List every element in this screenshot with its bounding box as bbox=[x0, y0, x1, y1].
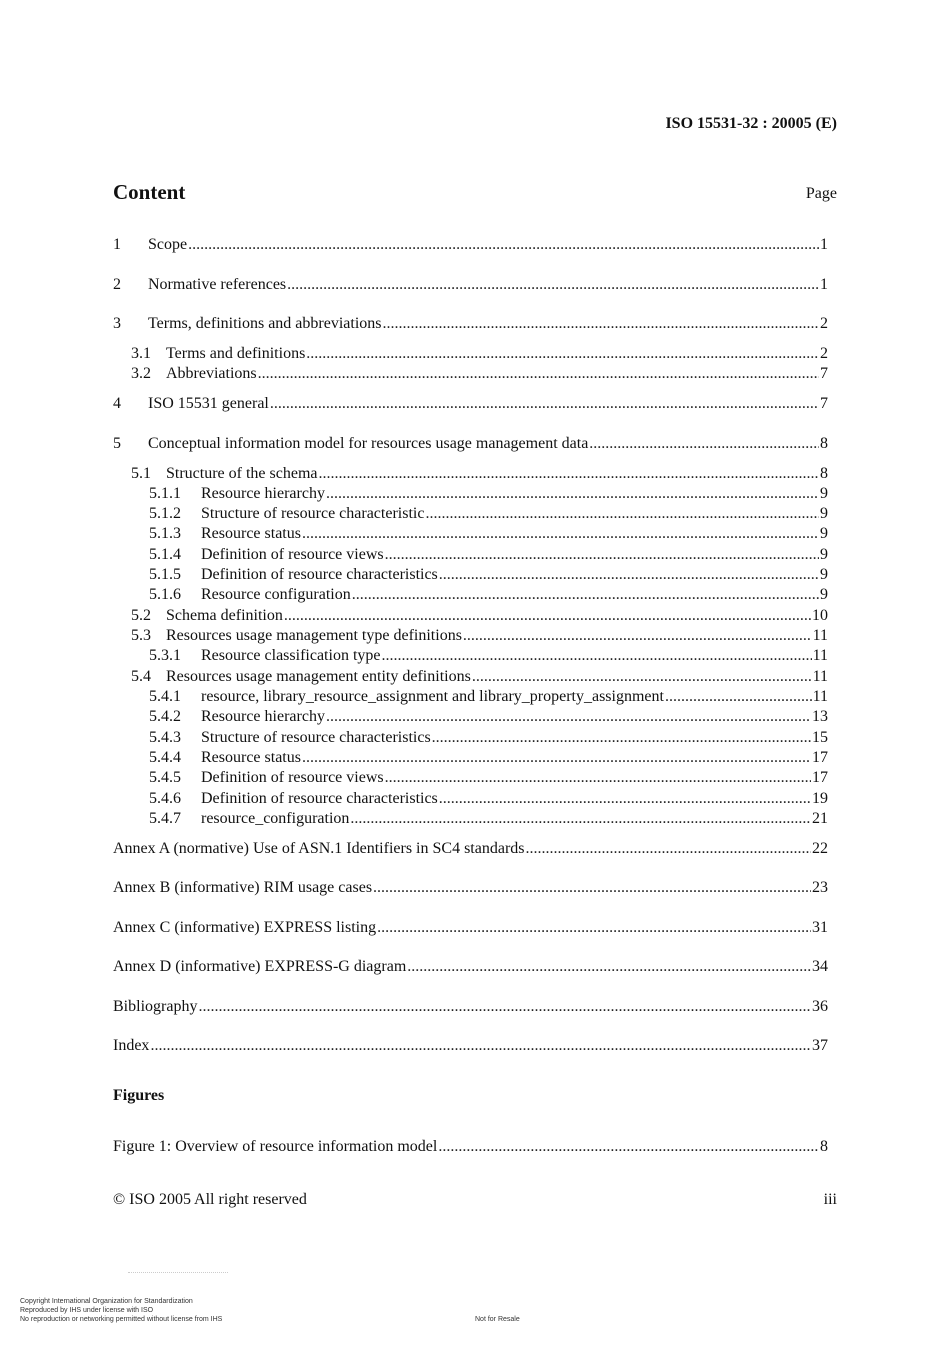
toc-entry[interactable] bbox=[149, 646, 828, 666]
toc-entry[interactable] bbox=[131, 606, 828, 626]
toc-entry[interactable] bbox=[113, 235, 828, 255]
dot-leader bbox=[439, 565, 819, 585]
toc-entry-page: 19 bbox=[812, 790, 828, 807]
toc-entry-number: 5.2 bbox=[131, 607, 151, 624]
toc-entry-title: Structure of resource characteristic bbox=[201, 505, 425, 522]
dot-leader bbox=[377, 918, 811, 938]
toc-entry-title: Schema definition bbox=[166, 607, 283, 624]
toc-entry-number: 5.4.3 bbox=[149, 729, 181, 746]
toc-entry[interactable] bbox=[149, 728, 828, 748]
toc-entry-page: 2 bbox=[820, 345, 828, 362]
toc-entry-title: Definition of resource characteristics bbox=[201, 566, 438, 583]
toc-entry-number: 3.1 bbox=[131, 345, 151, 362]
toc-entry-page: 11 bbox=[812, 627, 828, 644]
toc-entry[interactable] bbox=[149, 504, 828, 524]
toc-entry-number: 5.1.5 bbox=[149, 566, 181, 583]
dot-leader bbox=[425, 504, 819, 524]
toc-entry[interactable] bbox=[113, 878, 828, 898]
faint-divider bbox=[128, 1272, 228, 1275]
toc-entry-number: 2 bbox=[113, 276, 121, 293]
toc-entry-page: 1 bbox=[820, 276, 828, 293]
toc-entry-number: 5.4.2 bbox=[149, 708, 181, 725]
toc-entry-number: 5 bbox=[113, 435, 121, 452]
dot-leader bbox=[326, 484, 819, 504]
toc-entry[interactable] bbox=[113, 314, 828, 334]
dot-leader bbox=[432, 728, 811, 748]
toc-entry-number: 5.1 bbox=[131, 465, 151, 482]
dot-leader bbox=[287, 275, 819, 295]
toc-entry-title: Resource configuration bbox=[201, 586, 351, 603]
figure-entry-page: 8 bbox=[820, 1138, 828, 1155]
toc-entry-title: Resources usage management entity definitions bbox=[166, 668, 471, 685]
page-column-label: Page bbox=[805, 185, 837, 202]
dot-leader bbox=[302, 748, 811, 768]
toc-entry-page: 13 bbox=[812, 708, 828, 725]
toc-entry-title: Definition of resource characteristics bbox=[201, 790, 438, 807]
toc-entry-page: 34 bbox=[812, 958, 828, 975]
dot-leader bbox=[373, 878, 811, 898]
toc-entry-title: Annex B (informative) RIM usage cases bbox=[113, 879, 373, 896]
toc-entry-page: 9 bbox=[820, 546, 828, 563]
dot-leader bbox=[258, 364, 819, 384]
toc-entry-page: 21 bbox=[812, 810, 828, 827]
toc-entry-title: Terms, definitions and abbreviations bbox=[148, 315, 382, 332]
toc-entry-title: resource, library_resource_assignment and library_property_assignment bbox=[201, 688, 664, 705]
toc-entry[interactable] bbox=[149, 707, 828, 727]
toc-entry-number: 5.3.1 bbox=[149, 647, 181, 664]
toc-entry-title: ISO 15531 general bbox=[148, 395, 269, 412]
toc-entry-number: 5.1.2 bbox=[149, 505, 181, 522]
toc-entry-number: 3 bbox=[113, 315, 121, 332]
toc-entry-number: 5.1.1 bbox=[149, 485, 181, 502]
toc-entry-title: resource_configuration bbox=[201, 810, 350, 827]
toc-entry-number: 5.1.4 bbox=[149, 546, 181, 563]
toc-entry[interactable] bbox=[149, 484, 828, 504]
toc-entry-page: 37 bbox=[812, 1037, 828, 1054]
toc-entry-page: 2 bbox=[820, 315, 828, 332]
toc-entry[interactable] bbox=[113, 957, 828, 977]
toc-entry-page: 31 bbox=[812, 919, 828, 936]
dot-leader bbox=[352, 585, 819, 605]
dot-leader bbox=[383, 314, 820, 334]
toc-entry[interactable] bbox=[149, 768, 828, 788]
toc-entry-page: 11 bbox=[812, 688, 828, 705]
dot-leader bbox=[439, 789, 811, 809]
toc-entry-number: 5.4.1 bbox=[149, 688, 181, 705]
toc-entry[interactable] bbox=[149, 748, 828, 768]
toc-entry-page: 9 bbox=[820, 485, 828, 502]
license-line: Copyright International Organization for Standardization bbox=[20, 1298, 193, 1305]
toc-entry-title: Resource status bbox=[201, 525, 301, 542]
toc-entry-title: Resource status bbox=[201, 749, 301, 766]
dot-leader bbox=[526, 839, 812, 859]
toc-entry[interactable] bbox=[113, 997, 828, 1017]
toc-entry-title: Resource classification type bbox=[201, 647, 381, 664]
toc-entry-page: 23 bbox=[812, 879, 828, 896]
toc-entry-page: 17 bbox=[812, 749, 828, 766]
figure-entry[interactable] bbox=[113, 1137, 828, 1157]
document-id-header: ISO 15531-32 : 20005 (E) bbox=[665, 115, 837, 132]
dot-leader bbox=[150, 1036, 811, 1056]
toc-entry-number: 5.4.5 bbox=[149, 769, 181, 786]
license-line: No reproduction or networking permitted without license from IHS bbox=[20, 1316, 223, 1323]
toc-entry[interactable] bbox=[149, 585, 828, 605]
toc-entry-page: 9 bbox=[820, 505, 828, 522]
dot-leader bbox=[385, 545, 819, 565]
toc-entry[interactable] bbox=[131, 626, 828, 646]
dot-leader bbox=[472, 667, 812, 687]
figures-heading: Figures bbox=[113, 1087, 165, 1104]
toc-entry[interactable] bbox=[131, 667, 828, 687]
dot-leader bbox=[407, 957, 811, 977]
dot-leader bbox=[302, 524, 819, 544]
dot-leader bbox=[306, 344, 819, 364]
toc-entry-title: Conceptual information model for resources usage management data bbox=[148, 435, 589, 452]
toc-entry-number: 3.2 bbox=[131, 365, 151, 382]
dot-leader bbox=[198, 997, 811, 1017]
toc-entry-title: Resources usage management type definitions bbox=[166, 627, 462, 644]
toc-entry-page: 15 bbox=[812, 729, 828, 746]
toc-entry-number: 5.1.6 bbox=[149, 586, 181, 603]
dot-leader bbox=[665, 687, 812, 707]
toc-entry-page: 17 bbox=[812, 769, 828, 786]
dot-leader bbox=[270, 394, 819, 414]
dot-leader bbox=[438, 1137, 819, 1157]
toc-entry-title: Definition of resource views bbox=[201, 769, 384, 786]
toc-entry-page: 11 bbox=[812, 647, 828, 664]
toc-entry-title: Scope bbox=[148, 236, 188, 253]
toc-entry[interactable] bbox=[113, 275, 828, 295]
toc-entry-page: 8 bbox=[820, 465, 828, 482]
toc-entry-page: 9 bbox=[820, 586, 828, 603]
dot-leader bbox=[385, 768, 811, 788]
toc-entry-title: Bibliography bbox=[113, 998, 198, 1015]
toc-entry[interactable] bbox=[149, 545, 828, 565]
toc-entry-title: Normative references bbox=[148, 276, 287, 293]
dot-leader bbox=[589, 434, 819, 454]
license-notice bbox=[20, 1297, 222, 1324]
toc-entry[interactable] bbox=[113, 839, 828, 859]
toc-entry-number: 5.1.3 bbox=[149, 525, 181, 542]
dot-leader bbox=[463, 626, 812, 646]
toc-entry-number: 5.4.7 bbox=[149, 810, 181, 827]
dot-leader bbox=[319, 464, 820, 484]
toc-entry-number: 5.3 bbox=[131, 627, 151, 644]
toc-entry[interactable] bbox=[113, 918, 828, 938]
toc-entry[interactable] bbox=[149, 565, 828, 585]
toc-entry-number: 1 bbox=[113, 236, 121, 253]
license-line: Reproduced by IHS under license with ISO bbox=[20, 1307, 154, 1314]
resale-notice: Not for Resale bbox=[475, 1316, 520, 1323]
toc-entry-title: Terms and definitions bbox=[166, 345, 306, 362]
toc-entry-title: Resource hierarchy bbox=[201, 708, 325, 725]
page-number: iii bbox=[823, 1191, 837, 1208]
toc-entry-page: 7 bbox=[820, 395, 828, 412]
toc-title: Content bbox=[113, 180, 186, 204]
toc-entry-title: Definition of resource views bbox=[201, 546, 384, 563]
toc-entry-page: 1 bbox=[820, 236, 828, 253]
toc-entry-title: Structure of resource characteristics bbox=[201, 729, 431, 746]
toc-entry[interactable] bbox=[149, 524, 828, 544]
toc-entry-title: Annex A (normative) Use of ASN.1 Identifiers in SC4 standards bbox=[113, 840, 525, 857]
toc-entry-page: 22 bbox=[812, 840, 828, 857]
dot-leader bbox=[188, 235, 819, 255]
toc-entry-page: 8 bbox=[820, 435, 828, 452]
toc-entry-number: 5.4.6 bbox=[149, 790, 181, 807]
toc-entry-title: Annex C (informative) EXPRESS listing bbox=[113, 919, 377, 936]
toc-entry[interactable] bbox=[149, 789, 828, 809]
toc-entry[interactable] bbox=[131, 464, 828, 484]
toc-entry[interactable] bbox=[131, 364, 828, 384]
toc-entry-number: 4 bbox=[113, 395, 121, 412]
dot-leader bbox=[284, 606, 811, 626]
toc-entry-page: 9 bbox=[820, 566, 828, 583]
toc-entry-title: Annex D (informative) EXPRESS-G diagram bbox=[113, 958, 407, 975]
toc-entry-page: 11 bbox=[812, 668, 828, 685]
toc-entry[interactable] bbox=[131, 344, 828, 364]
toc-entry-number: 5.4 bbox=[131, 668, 151, 685]
toc-entry-page: 7 bbox=[820, 365, 828, 382]
figure-entry-title: Figure 1: Overview of resource information model bbox=[113, 1138, 438, 1155]
toc-entry[interactable] bbox=[149, 809, 828, 829]
toc-entry-title: Resource hierarchy bbox=[201, 485, 325, 502]
dot-leader bbox=[382, 646, 812, 666]
toc-entry-title: Structure of the schema bbox=[166, 465, 318, 482]
dot-leader bbox=[326, 707, 811, 727]
toc-entry[interactable] bbox=[113, 1036, 828, 1056]
copyright-footer: © ISO 2005 All right reserved bbox=[113, 1191, 307, 1208]
toc-entry-title: Index bbox=[113, 1037, 150, 1054]
toc-entry[interactable] bbox=[113, 434, 828, 454]
toc-entry-title: Abbreviations bbox=[166, 365, 257, 382]
dot-leader bbox=[350, 809, 811, 829]
toc-entry-number: 5.4.4 bbox=[149, 749, 181, 766]
toc-entry-page: 36 bbox=[812, 998, 828, 1015]
toc-entry[interactable] bbox=[149, 687, 828, 707]
toc-entry[interactable] bbox=[113, 394, 828, 414]
toc-entry-page: 10 bbox=[812, 607, 828, 624]
toc-entry-page: 9 bbox=[820, 525, 828, 542]
